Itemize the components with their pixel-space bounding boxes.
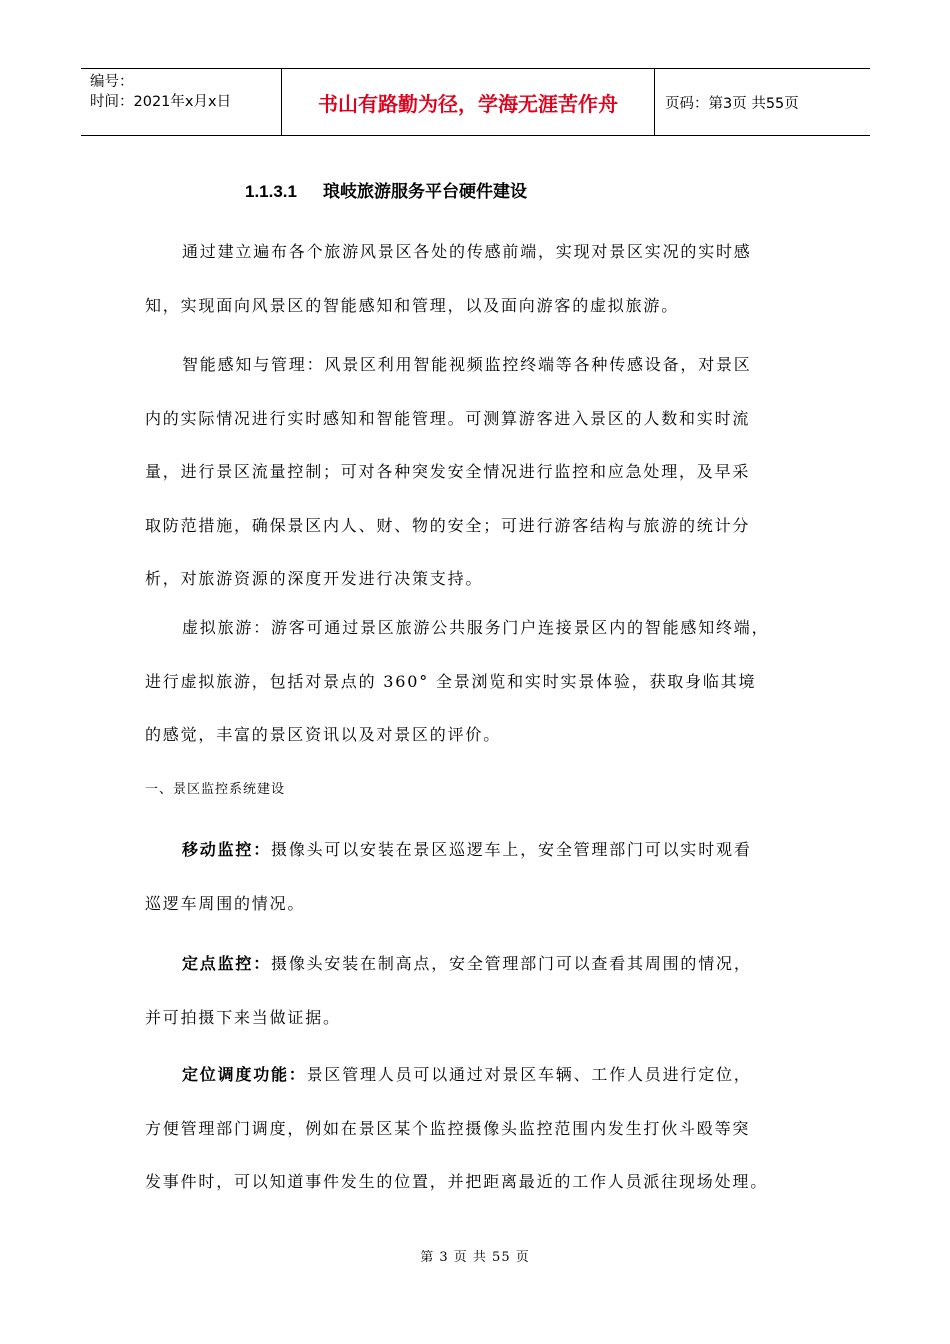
paragraph-line: 摄像头可以安装在景区巡逻车上，安全管理部门可以实时观看 [271,840,752,859]
paragraph-line: 摄像头安装在制高点，安全管理部门可以查看其周围的情况， [271,954,752,973]
paragraph-line: 析，对旅游资源的深度开发进行决策支持。 [145,569,484,588]
paragraph-line: 发事件时，可以知道事件发生的位置，并把距离最近的工作人员派往现场处理。 [145,1172,769,1191]
paragraph-intro [145,225,805,332]
paragraph-line: 的感觉，丰富的景区资讯以及对景区的评价。 [145,725,502,744]
paragraph-line: 量，进行景区流量控制；可对各种突发安全情况进行监控和应急处理，及早采 [145,462,751,481]
paragraph-line: 景区管理人员可以通过对景区车辆、工作人员进行定位， [306,1065,752,1084]
paragraph-line: 巡逻车周围的情况。 [145,893,306,913]
paragraph-line: 内的实际情况进行实时感知和智能管理。可测算游客进入景区的人数和实时流 [145,408,751,428]
paragraph-fixed-monitoring [145,937,805,1044]
page-header [81,68,870,136]
paragraph-line: 方便管理部门调度，例如在景区某个监控摄像头监控范围内发生打伙斗殴等突 [145,1118,751,1138]
header-motto: 书山有路勤为径，学海无涯苦作舟 [282,69,655,135]
paragraph-line: 智能感知与管理：风景区利用智能视频监控终端等各种传感设备，对景区 [182,355,752,374]
header-page-info: 页码：第3页 共55页 [665,95,799,112]
section-heading [245,177,527,202]
section-number: 1.1.3.1 [245,182,297,201]
section-title: 琅岐旅游服务平台硬件建设 [323,182,527,201]
paragraph-line: 并可拍摄下来当做证据。 [145,1007,341,1027]
header-meta [81,69,282,135]
paragraph-line: 通过建立遍布各个旅游风景区各处的传感前端，实现对景区实况的实时感 [182,242,752,261]
paragraph-line: 知，实现面向风景区的智能感知和管理，以及面向游客的虚拟旅游。 [145,295,680,315]
fixed-monitoring-lead: 定点监控： [182,954,272,973]
location-dispatch-lead: 定位调度功能： [182,1065,307,1084]
paragraph-smart-management [145,338,805,606]
date-label: 时间：2021年x月x日 [90,94,232,110]
paragraph-location-dispatch [145,1048,805,1209]
mobile-monitoring-lead: 移动监控： [182,840,272,859]
subheading-monitoring: 一、景区监控系统建设 [145,782,286,797]
page-footer: 第 3 页 共 55 页 [420,1250,530,1265]
number-label: 编号： [90,74,134,90]
paragraph-mobile-monitoring [145,823,805,930]
paragraph-line: 取防范措施，确保景区内人、财、物的安全；可进行游客结构与旅游的统计分 [145,515,751,535]
paragraph-virtual-tour [145,601,805,762]
paragraph-line: 虚拟旅游：游客可通过景区旅游公共服务门户连接景区内的智能感知终端， [182,618,770,637]
paragraph-line: 进行虚拟旅游，包括对景点的 360° 全景浏览和实时实景体验，获取身临其境 [145,671,757,691]
